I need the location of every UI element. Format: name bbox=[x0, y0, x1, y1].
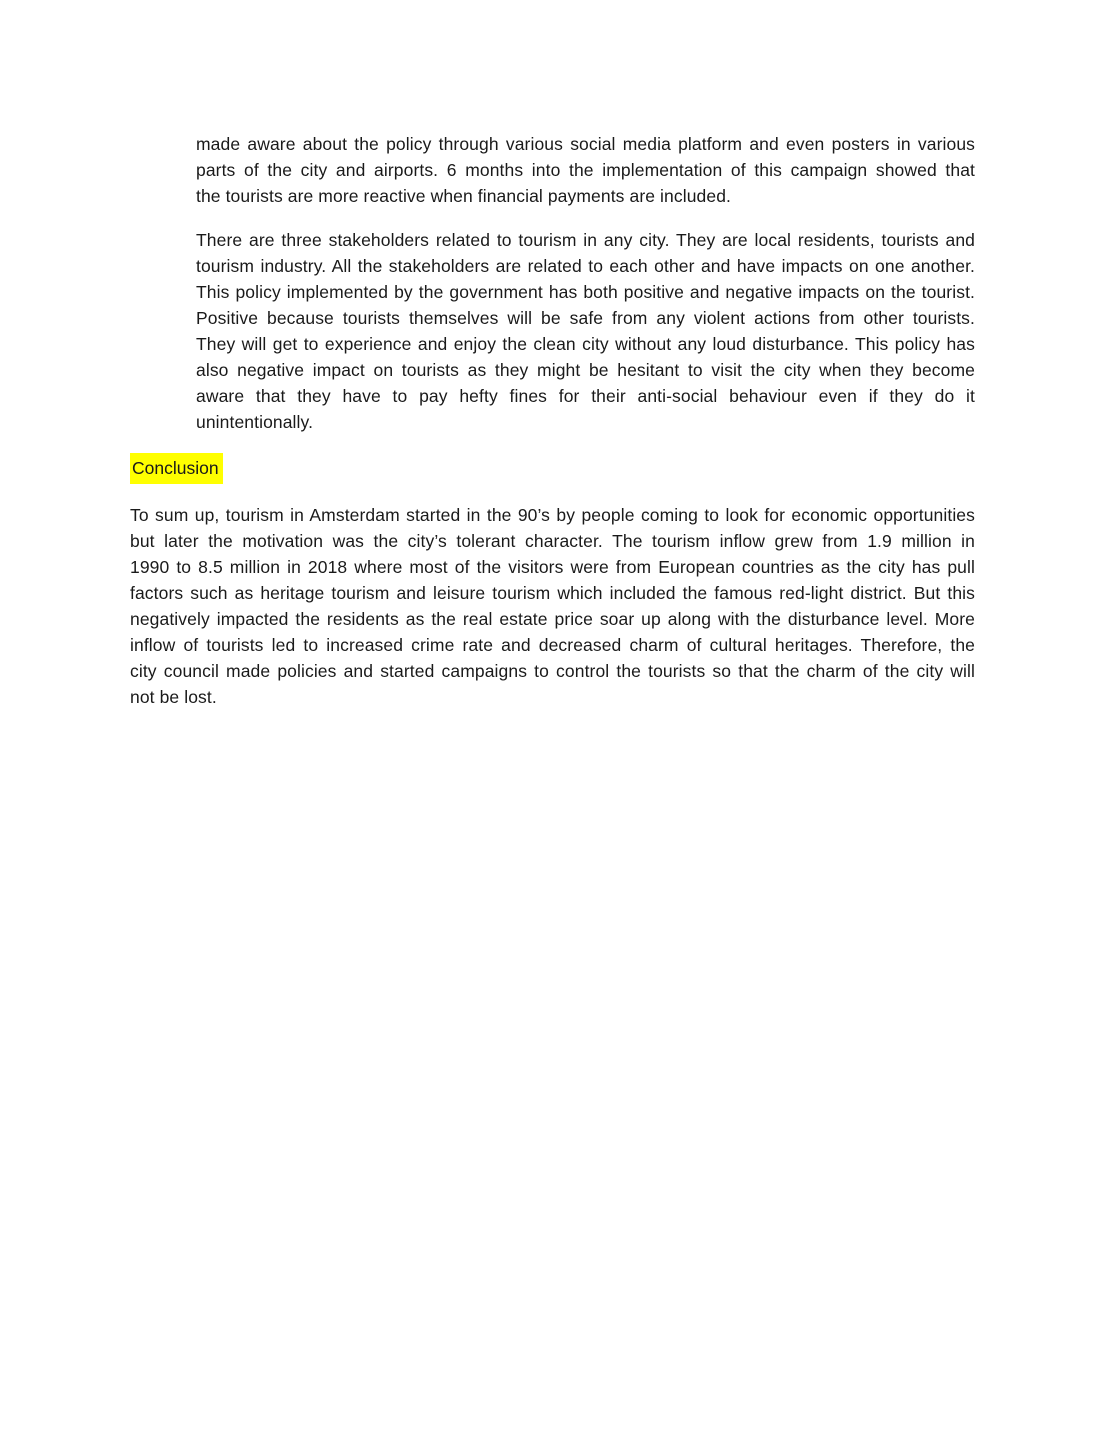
text-line: To sum up, tourism in Amsterdam started in the 90’s by people coming to look for economic opportunities bbox=[130, 505, 975, 525]
text-line: unintentionally. bbox=[196, 412, 314, 432]
text-line: inflow of tourists led to increased crime rate and decreased charm of cultural heritages. Therefore, the bbox=[130, 635, 975, 655]
body-paragraph-1 bbox=[196, 131, 975, 209]
text-line: city council made policies and started campaigns to control the tourists so that the charm of the city will bbox=[130, 661, 975, 681]
text-line: negatively impacted the residents as the real estate price soar up along with the disturbance level. More bbox=[130, 609, 975, 629]
text-line: made aware about the policy through various social media platform and even posters in various bbox=[196, 134, 975, 154]
text-line: the tourists are more reactive when financial payments are included. bbox=[196, 186, 731, 206]
text-line: tourism industry. All the stakeholders are related to each other and have impacts on one another. bbox=[196, 256, 975, 276]
text-line: factors such as heritage tourism and leisure tourism which included the famous red-light district. But this bbox=[130, 583, 975, 603]
text-line: but later the motivation was the city’s tolerant character. The tourism inflow grew from 1.9 million in bbox=[130, 531, 975, 551]
conclusion-heading-highlight: Conclusion bbox=[130, 453, 223, 484]
text-line: also negative impact on tourists as they might be hesitant to visit the city when they become bbox=[196, 360, 975, 380]
text-line: They will get to experience and enjoy the clean city without any loud disturbance. This policy has bbox=[196, 334, 975, 354]
text-line: 1990 to 8.5 million in 2018 where most of the visitors were from European countries as the city has pull bbox=[130, 557, 975, 577]
text-line: parts of the city and airports. 6 months into the implementation of this campaign showed that bbox=[196, 160, 975, 180]
text-line: There are three stakeholders related to tourism in any city. They are local residents, tourists and bbox=[196, 230, 975, 250]
conclusion-paragraph bbox=[130, 502, 975, 710]
document-content bbox=[130, 131, 975, 728]
text-line: not be lost. bbox=[130, 687, 217, 707]
text-line: aware that they have to pay hefty fines for their anti-social behaviour even if they do it bbox=[196, 386, 975, 406]
conclusion-heading bbox=[130, 453, 975, 484]
text-line: This policy implemented by the government has both positive and negative impacts on the tourist. bbox=[196, 282, 975, 302]
text-line: Positive because tourists themselves will be safe from any violent actions from other tourists. bbox=[196, 308, 975, 328]
body-paragraph-2 bbox=[196, 227, 975, 435]
